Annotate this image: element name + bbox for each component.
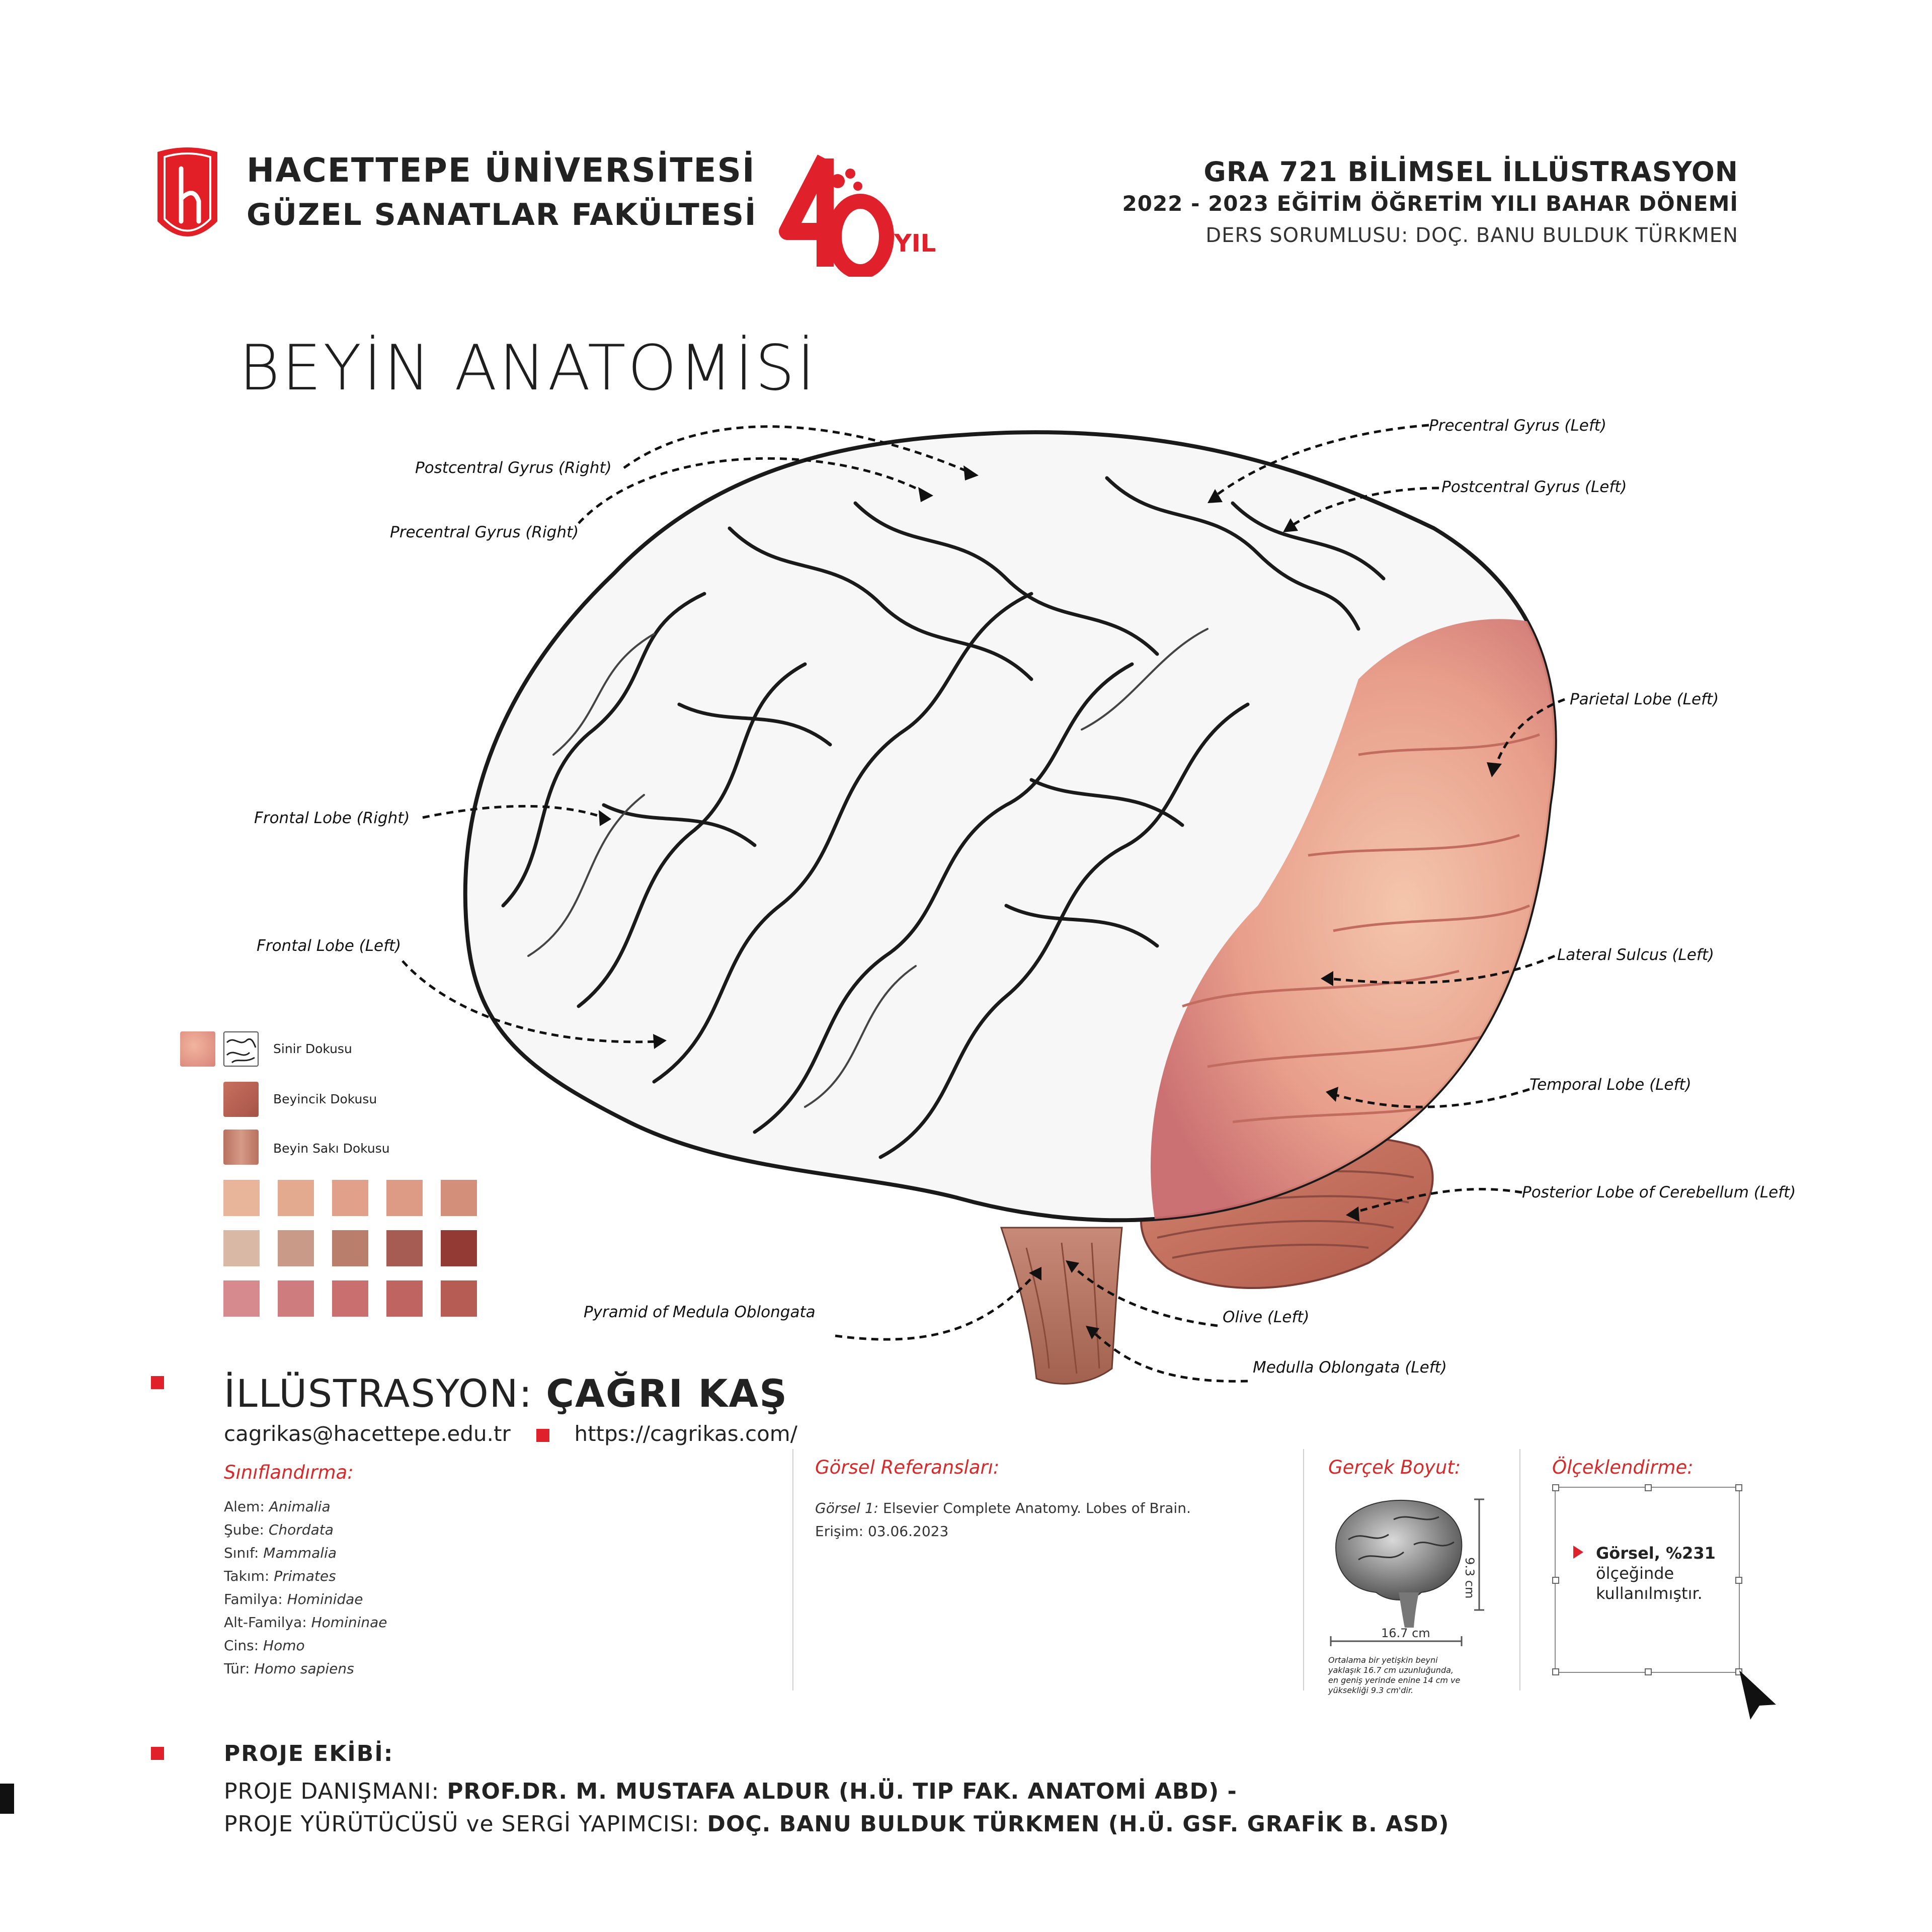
team-heading: PROJE EKİBİ:: [224, 1741, 394, 1766]
course-title: GRA 721 BİLİMSEL İLLÜSTRASYON: [1203, 156, 1738, 188]
resize-handle[interactable]: [1735, 1484, 1742, 1491]
resize-handle[interactable]: [1735, 1577, 1742, 1584]
page-title: BEYİN ANATOMİSİ: [239, 332, 817, 405]
brainstem-tissue-swatch: [223, 1130, 259, 1165]
classification-row: Alem: Animalia: [224, 1498, 331, 1515]
classification-list: [224, 1495, 387, 1680]
palette-swatch: [278, 1280, 314, 1317]
email-link[interactable]: cagrikas@hacettepe.edu.tr: [224, 1421, 511, 1446]
reference-item: [815, 1497, 1191, 1543]
resize-handle[interactable]: [1552, 1577, 1559, 1584]
classification-row: Sınıf: Mammalia: [224, 1545, 337, 1561]
classification-row: Tür: Homo sapiens: [224, 1660, 354, 1677]
palette-swatch: [223, 1180, 260, 1216]
classification-heading: Sınıflandırma:: [224, 1462, 354, 1483]
resize-handle[interactable]: [1645, 1484, 1652, 1491]
palette-swatch: [386, 1180, 423, 1216]
references-heading: Görsel Referansları:: [815, 1457, 1000, 1478]
contact-line: [224, 1421, 797, 1446]
label-frontal-left: Frontal Lobe (Left): [257, 937, 401, 955]
label-precentral-right: Precentral Gyrus (Right): [390, 523, 579, 541]
label-medulla-left: Medulla Oblongata (Left): [1253, 1358, 1447, 1377]
team-advisor-line: PROJE DANIŞMANI: PROF.DR. M. MUSTAFA ALDUR (H.Ü. TIP FAK. ANATOMİ ABD) -: [224, 1779, 1237, 1804]
scaling-frame: [1555, 1487, 1740, 1673]
palette-swatch: [332, 1280, 368, 1317]
label-pyramid-medulla: Pyramid of Medula Oblongata: [584, 1303, 816, 1321]
reference-access: Erişim: 03.06.2023: [815, 1523, 949, 1540]
edge-marker: [0, 1784, 14, 1814]
resize-handle[interactable]: [1552, 1484, 1559, 1491]
classification-row: Alt-Familya: Homininae: [224, 1614, 387, 1631]
label-parietal-left: Parietal Lobe (Left): [1570, 690, 1719, 708]
resize-handle[interactable]: [1645, 1668, 1652, 1675]
palette-swatch: [441, 1180, 477, 1216]
classification-row: Familya: Hominidae: [224, 1591, 363, 1607]
divider: [1519, 1449, 1520, 1691]
medulla-oblongata: [1001, 1228, 1122, 1384]
label-postcentral-right: Postcentral Gyrus (Right): [415, 459, 612, 477]
label-postcentral-left: Postcentral Gyrus (Left): [1441, 478, 1627, 496]
team-executive-line: PROJE YÜRÜTÜCÜSÜ ve SERGİ YAPIMCISI: DOÇ. BANU BULDUK TÜRKMEN (H.Ü. GSF. GRAFİK B. ASD): [224, 1811, 1450, 1837]
term-title: 2022 - 2023 EĞİTİM ÖĞRETİM YILI BAHAR DÖNEMİ: [1122, 191, 1738, 216]
classification-row: Şube: Chordata: [224, 1521, 334, 1538]
reference-text: Elsevier Complete Anatomy. Lobes of Brain.: [883, 1500, 1191, 1516]
classification-row: Cins: Homo: [224, 1637, 305, 1654]
reference-label: Görsel 1:: [815, 1500, 879, 1516]
palette-swatch: [278, 1230, 314, 1266]
anniversary-suffix: YIL: [894, 229, 936, 258]
illustration-prefix: İLLÜSTRASYON:: [224, 1371, 533, 1416]
institution-name: HACETTEPE ÜNİVERSİTESİ: [247, 151, 756, 190]
palette-swatch: [441, 1280, 477, 1317]
nerve-tissue-color-swatch: [180, 1031, 215, 1067]
real-size-heading: Gerçek Boyut:: [1328, 1457, 1461, 1478]
divider: [792, 1449, 793, 1691]
cursor-icon: [1738, 1669, 1779, 1720]
label-temporal-left: Temporal Lobe (Left): [1530, 1076, 1692, 1094]
palette-swatch: [278, 1180, 314, 1216]
label-olive-left: Olive (Left): [1223, 1308, 1310, 1326]
leader-pyramid: [835, 1273, 1036, 1339]
legend-brainstem-tissue: Beyin Sakı Dokusu: [273, 1141, 390, 1156]
label-precentral-left: Precentral Gyrus (Left): [1429, 417, 1607, 435]
legend-cerebellum-tissue: Beyincik Dokusu: [273, 1092, 377, 1106]
real-size-note: Ortalama bir yetişkin beyni yaklaşık 16.7 cm uzunluğunda, en geniş yerinde enine 14 cm ve yüksekliği 9.3 cm'dir.: [1328, 1655, 1461, 1695]
palette-swatch: [332, 1180, 368, 1216]
palette-swatch: [223, 1230, 260, 1266]
scaling-text: Görsel, %231 ölçeğinde kullanılmıştır.: [1596, 1544, 1716, 1603]
resize-handle[interactable]: [1552, 1668, 1559, 1675]
classification-row: Takım: Primates: [224, 1568, 336, 1584]
palette-swatch: [386, 1280, 423, 1317]
real-size-height: 9.3 cm: [1463, 1557, 1477, 1599]
label-frontal-right: Frontal Lobe (Right): [254, 809, 410, 827]
illustration-bullet: [151, 1376, 164, 1389]
cerebellum-tissue-swatch: [223, 1082, 259, 1117]
label-lateral-sulcus-left: Lateral Sulcus (Left): [1557, 946, 1714, 964]
illustration-credit: [224, 1371, 788, 1416]
real-size-width: 16.7 cm: [1381, 1626, 1430, 1640]
faculty-name: GÜZEL SANATLAR FAKÜLTESİ: [247, 197, 757, 232]
scaling-arrow-icon: [1573, 1546, 1583, 1559]
nerve-tissue-sketch-swatch: [223, 1031, 259, 1067]
illustrator-name: ÇAĞRI KAŞ: [546, 1371, 788, 1416]
palette-swatch: [441, 1230, 477, 1266]
palette-swatch: [386, 1230, 423, 1266]
scaling-heading: Ölçeklendirme:: [1552, 1457, 1694, 1478]
contact-separator: [536, 1429, 549, 1442]
divider: [1303, 1449, 1304, 1691]
course-responsible: DERS SORUMLUSU: DOÇ. BANU BULDUK TÜRKMEN: [1205, 224, 1738, 247]
website-link[interactable]: https://cagrikas.com/: [574, 1421, 797, 1446]
label-cerebellum-left: Posterior Lobe of Cerebellum (Left): [1522, 1183, 1796, 1201]
palette-swatch: [332, 1230, 368, 1266]
palette-swatch: [223, 1280, 260, 1317]
leader-medulla-left: [1092, 1331, 1248, 1381]
team-bullet: [151, 1747, 164, 1760]
legend-nerve-tissue: Sinir Dokusu: [273, 1041, 352, 1056]
